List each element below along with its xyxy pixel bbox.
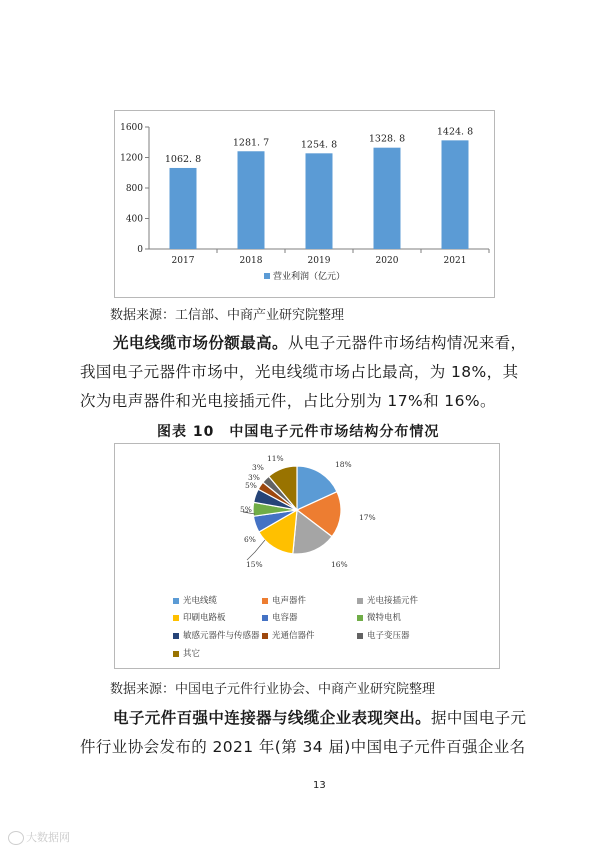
bar-value-label: 1424. 8 bbox=[436, 126, 474, 138]
pie-value-label: 3% bbox=[248, 473, 260, 482]
paragraph-1-heading: 光电线缆市场份额最高。 bbox=[113, 334, 288, 352]
pie-legend-item bbox=[173, 594, 217, 606]
bar-chart bbox=[115, 111, 494, 297]
paragraph-2-line-2: 件行业协会发布的 2021 年(第 34 届)中国电子元件百强企业名 bbox=[80, 738, 526, 756]
pie-legend-label: 电容器 bbox=[272, 613, 298, 623]
pie-chart-title: 图表 10 中国电子元件市场结构分布情况 bbox=[157, 424, 440, 440]
pie-legend-swatch bbox=[173, 615, 179, 621]
y-tick-label: 400 bbox=[125, 214, 143, 225]
paragraph-2-line-1 bbox=[80, 704, 540, 733]
paragraph-1 bbox=[80, 329, 540, 416]
bar-chart-source: 数据来源：工信部、中商产业研究院整理 bbox=[110, 308, 345, 323]
pie-value-label: 5% bbox=[245, 481, 257, 490]
pie-legend-item bbox=[357, 611, 401, 623]
pie-value-label: 11% bbox=[267, 454, 284, 463]
pie-legend-label: 其它 bbox=[183, 649, 201, 659]
bar bbox=[238, 151, 265, 249]
pie-legend-item bbox=[173, 647, 200, 659]
pie-value-label: 15% bbox=[246, 560, 263, 569]
legend-label: 营业利润（亿元） bbox=[273, 272, 346, 282]
y-tick-label: 1200 bbox=[120, 153, 143, 164]
paragraph-2-heading: 电子元件百强中连接器与线缆企业表现突出。 bbox=[113, 709, 432, 727]
bar-chart-frame bbox=[114, 110, 495, 298]
pie-legend-item bbox=[173, 629, 260, 641]
pie-legend-swatch bbox=[173, 598, 179, 604]
bar-value-label: 1328. 8 bbox=[368, 133, 406, 145]
bar bbox=[170, 168, 197, 249]
pie-value-label: 16% bbox=[331, 560, 348, 569]
pie-legend-swatch bbox=[357, 598, 363, 604]
pie-legend-label: 敏感元器件与传感器 bbox=[183, 631, 260, 641]
pie-legend-swatch bbox=[173, 651, 179, 657]
pie-legend-item bbox=[262, 629, 315, 641]
pie-legend-label: 微特电机 bbox=[367, 613, 402, 623]
pie-value-label: 6% bbox=[244, 535, 256, 544]
pie-legend-item bbox=[262, 611, 298, 623]
paragraph-2-text-1: 据中国电子元 bbox=[431, 709, 527, 727]
pie-legend-item bbox=[262, 594, 306, 606]
y-tick-label: 1600 bbox=[120, 123, 143, 133]
bar bbox=[306, 153, 333, 249]
x-tick-label: 2018 bbox=[239, 256, 263, 266]
y-tick-label: 0 bbox=[137, 245, 143, 255]
watermark-logo-icon bbox=[8, 831, 24, 845]
pie-legend-swatch bbox=[357, 615, 363, 621]
y-tick-label: 800 bbox=[125, 184, 143, 194]
pie-chart-source: 数据来源：中国电子元件行业协会、中商产业研究院整理 bbox=[110, 682, 436, 697]
bar bbox=[442, 140, 469, 249]
page-number: 13 bbox=[313, 780, 326, 791]
pie-legend-item bbox=[173, 611, 226, 623]
paragraph-1-line-1 bbox=[80, 329, 540, 358]
pie-legend-item bbox=[357, 594, 418, 606]
paragraph-1-line-2: 我国电子元器件市场中，光电线缆市场占比最高，为 18%，其 bbox=[80, 363, 519, 381]
pie-legend-label: 光通信器件 bbox=[272, 631, 315, 641]
pie-legend-swatch bbox=[262, 598, 268, 604]
pie-legend-swatch bbox=[173, 633, 179, 639]
pie-legend-item bbox=[357, 629, 410, 641]
pie-value-label: 17% bbox=[359, 513, 376, 522]
bar-value-label: 1281. 7 bbox=[232, 137, 270, 149]
x-tick-label: 2019 bbox=[307, 256, 331, 266]
pie-value-label: 18% bbox=[335, 460, 352, 469]
pie-legend-label: 电子变压器 bbox=[367, 631, 410, 641]
paragraph-2 bbox=[80, 704, 540, 762]
pie-legend-swatch bbox=[357, 633, 363, 639]
paragraph-1-text-1: 从电子元器件市场结构情况来看， bbox=[287, 334, 527, 352]
pie-legend-label: 光电接插元件 bbox=[367, 596, 419, 606]
watermark bbox=[8, 829, 70, 845]
x-tick-label: 2017 bbox=[171, 256, 195, 266]
pie-legend-swatch bbox=[262, 633, 268, 639]
pie-legend-label: 印刷电路板 bbox=[183, 613, 226, 623]
pie-legend-swatch bbox=[262, 615, 268, 621]
pie-legend-label: 电声器件 bbox=[272, 596, 307, 606]
pie-legend-label: 光电线缆 bbox=[183, 596, 218, 606]
watermark-text: 大数据网 bbox=[26, 831, 70, 844]
x-tick-label: 2021 bbox=[443, 256, 467, 266]
bar-value-label: 1062. 8 bbox=[164, 153, 202, 165]
bar bbox=[374, 148, 401, 249]
bar-value-label: 1254. 8 bbox=[300, 139, 338, 151]
pie-value-label: 5% bbox=[240, 505, 252, 514]
pie-chart-frame bbox=[114, 443, 500, 669]
legend-swatch bbox=[264, 273, 270, 279]
x-tick-label: 2020 bbox=[375, 256, 399, 266]
paragraph-1-line-3: 次为电声器件和光电接插元件，占比分别为 17%和 16%。 bbox=[80, 392, 496, 410]
pie-value-label: 3% bbox=[252, 463, 264, 472]
